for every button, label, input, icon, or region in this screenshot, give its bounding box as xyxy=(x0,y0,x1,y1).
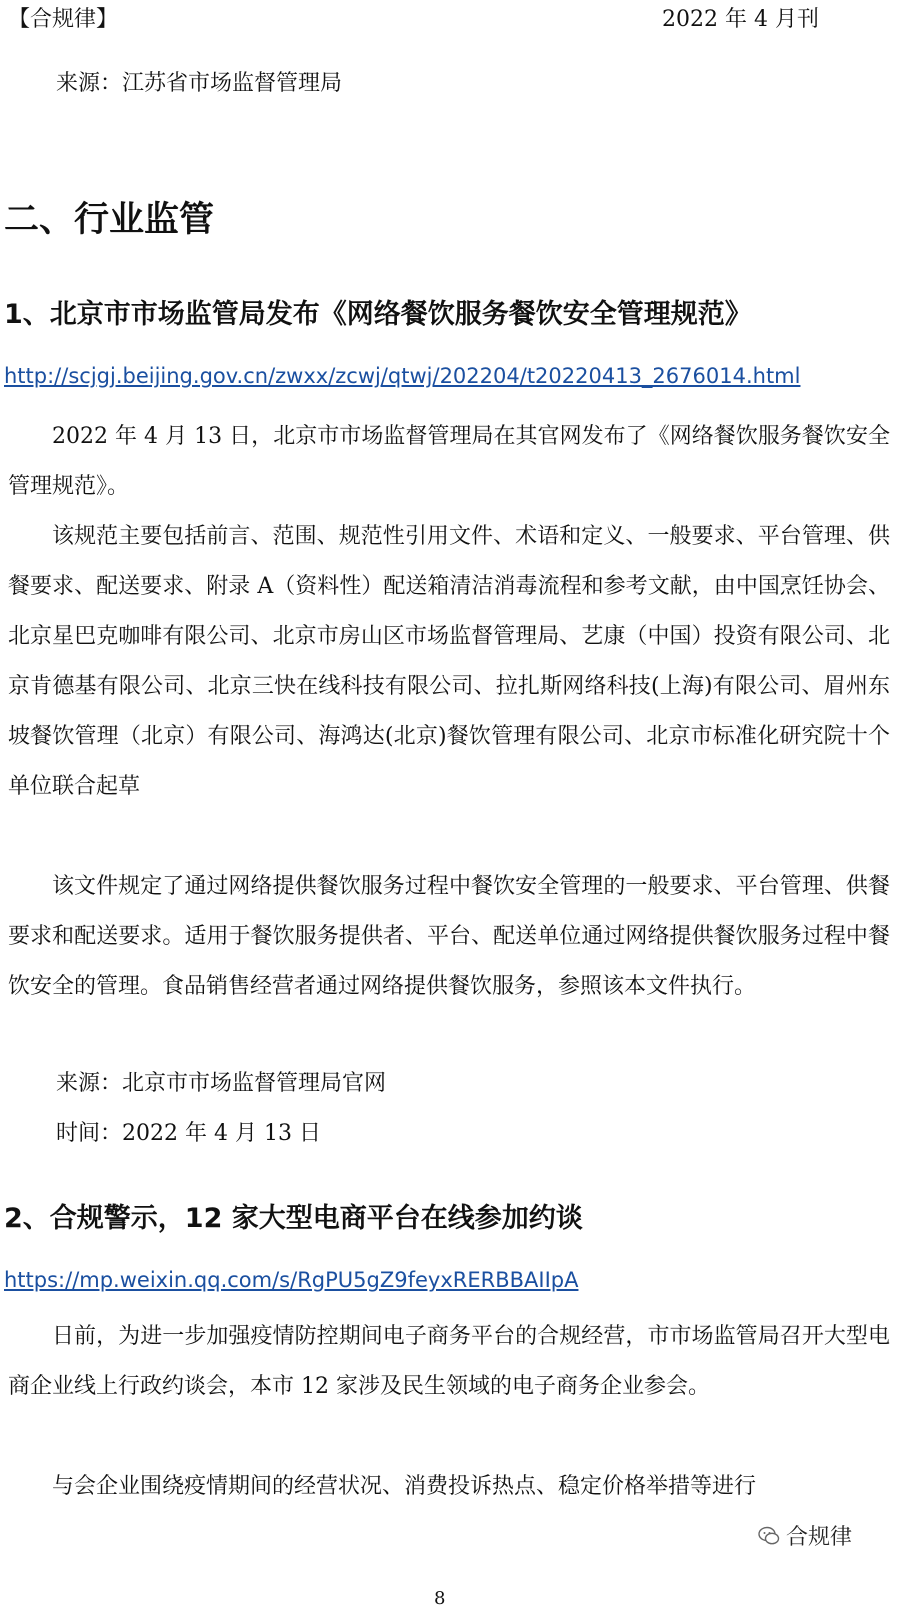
article-1-paragraph-1: 2022 年 4 月 13 日，北京市市场监督管理局在其官网发布了《网络餐饮服务餐饮安全管理规范》。 xyxy=(8,424,890,499)
article-1-title: 1、北京市市场监管局发布《网络餐饮服务餐饮安全管理规范》 xyxy=(4,299,752,330)
header-right: 2022 年 4 月刊 xyxy=(662,7,819,32)
article-2-paragraph-2: 与会企业围绕疫情期间的经营状况、消费投诉热点、稳定价格举措等进行 xyxy=(52,1474,757,1499)
article-2-paragraph-1: 日前，为进一步加强疫情防控期间电子商务平台的合规经营，市市场监管局召开大型电商企业线上行政约谈会，本市 12 家涉及民生领域的电子商务企业参会。 xyxy=(8,1324,890,1399)
article-1-paragraph-3: 该文件规定了通过网络提供餐饮服务过程中餐饮安全管理的一般要求、平台管理、供餐要求和配送要求。适用于餐饮服务提供者、平台、配送单位通过网络提供餐饮服务过程中餐饮安全的管理。食品销售经营者通过网络提供餐饮服务，参照该本文件执行。 xyxy=(8,874,890,999)
header-left: 【合规律】 xyxy=(8,7,119,32)
article-2-link[interactable]: https://mp.weixin.qq.com/s/RgPU5gZ9feyxRERBBAIIpA xyxy=(4,1268,579,1292)
page-number: 8 xyxy=(434,1588,446,1609)
wechat-watermark xyxy=(758,1520,852,1551)
article-1-link[interactable]: http://scjgj.beijing.gov.cn/zwxx/zcwj/qtwj/202204/t20220413_2676014.html xyxy=(4,364,801,388)
wechat-icon xyxy=(758,1525,780,1547)
article-2-title: 2、合规警示，12 家大型电商平台在线参加约谈 xyxy=(4,1203,583,1234)
section-heading: 二、行业监管 xyxy=(4,200,215,240)
article-1-source: 来源：北京市市场监督管理局官网 xyxy=(56,1071,387,1096)
top-source: 来源：江苏省市场监督管理局 xyxy=(56,71,343,96)
article-1-time: 时间：2022 年 4 月 13 日 xyxy=(56,1121,321,1146)
article-1-paragraph-2: 该规范主要包括前言、范围、规范性引用文件、术语和定义、一般要求、平台管理、供餐要求、配送要求、附录 A（资料性）配送箱清洁消毒流程和参考文献，由中国烹饪协会、北京星巴克咖啡有限公司、北京市房山区市场监督管理局、艺康（中国）投资有限公司、北京肯德基有限公司、北京三快在线科技有限公司、拉扎斯网络科技(上海)有限公司、眉州东坡餐饮管理（北京）有限公司、海鸿达(北京)餐饮管理有限公司、北京市标准化研究院十个单位联合起草 xyxy=(8,524,890,799)
watermark-label: 合规律 xyxy=(786,1525,853,1550)
